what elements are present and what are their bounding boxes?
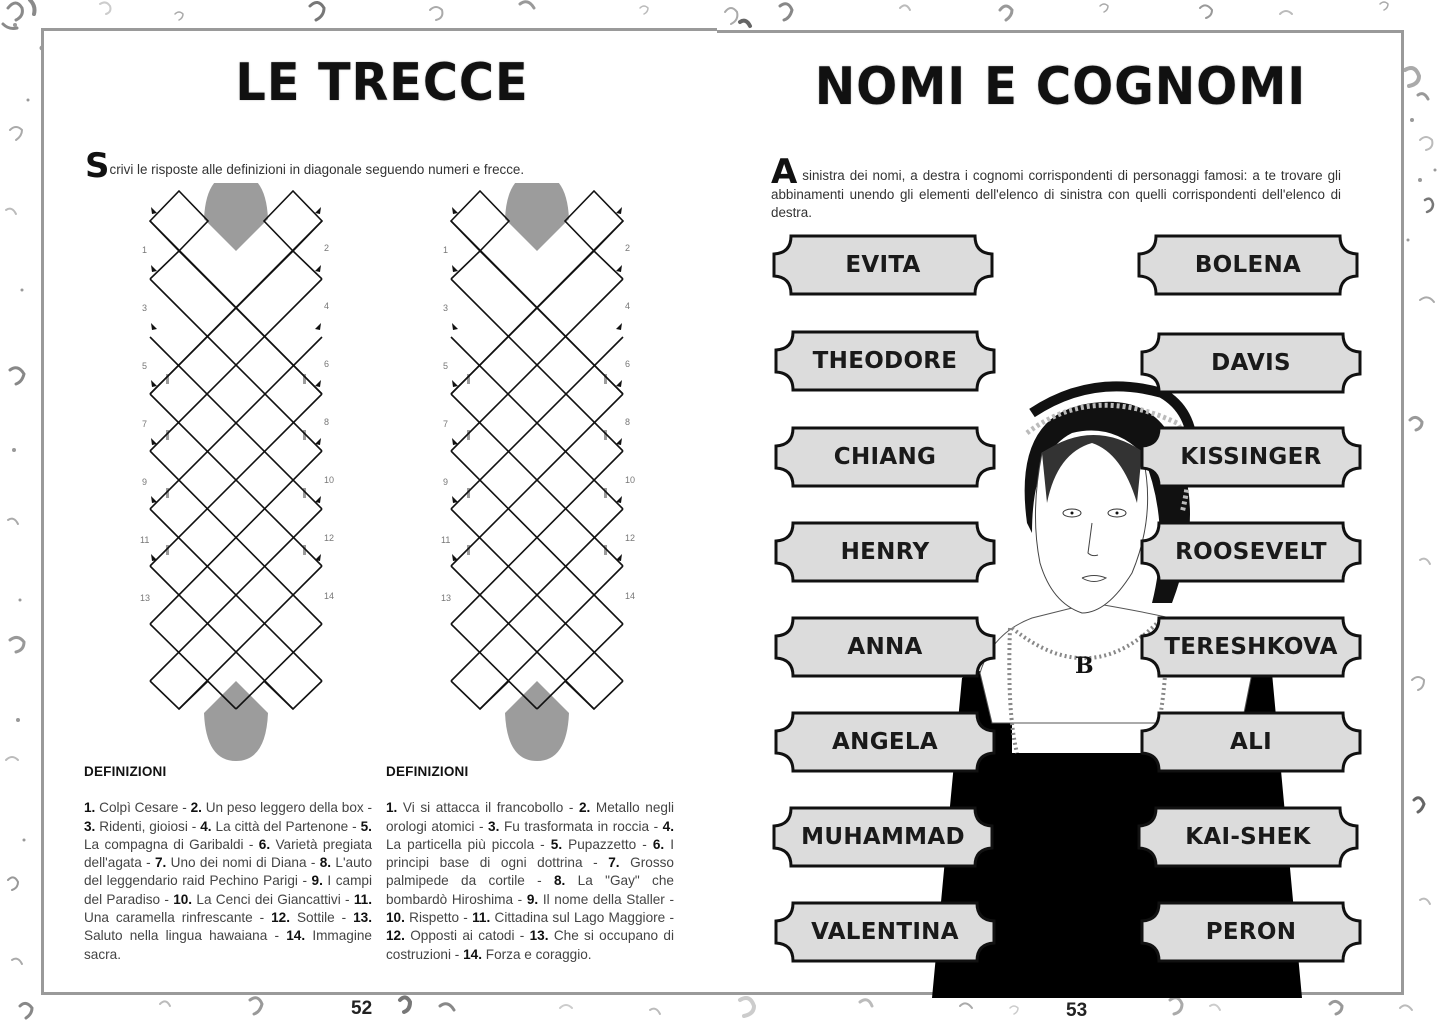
first-name-plaque[interactable]	[771, 805, 995, 869]
instructions-text: crivi le risposte alle definizioni in diagonale seguendo numeri e frecce.	[109, 162, 525, 178]
last-name-plaque[interactable]	[1136, 805, 1360, 869]
first-name-plaque[interactable]	[773, 329, 997, 393]
svg-text:10: 10	[625, 475, 636, 485]
first-name-label: ANNA	[847, 634, 923, 660]
definitions-heading: DEFINIZIONI	[386, 764, 469, 779]
dropcap: S	[85, 146, 110, 187]
first-name-label: CHIANG	[833, 444, 937, 470]
first-name-plaque[interactable]	[773, 900, 997, 964]
svg-text:4: 4	[625, 301, 631, 311]
entry-arrows	[452, 207, 622, 561]
page-number-right: 53	[1066, 1000, 1088, 1021]
last-name-plaque[interactable]	[1139, 710, 1363, 774]
instructions	[85, 146, 545, 187]
svg-text:2: 2	[625, 243, 631, 253]
svg-text:12: 12	[324, 533, 335, 543]
svg-text:11: 11	[140, 535, 150, 545]
svg-text:4: 4	[324, 301, 330, 311]
last-name-plaque[interactable]	[1136, 233, 1360, 297]
svg-text:11: 11	[441, 535, 451, 545]
first-name-plaque[interactable]	[773, 425, 997, 489]
svg-text:7: 7	[142, 419, 148, 429]
last-name-label: KAI-SHEK	[1185, 824, 1311, 850]
last-name-plaque[interactable]	[1139, 615, 1363, 679]
first-name-label: VALENTINA	[811, 919, 959, 945]
svg-text:6: 6	[625, 359, 631, 369]
svg-text:14: 14	[324, 591, 335, 601]
page-number-left: 52	[351, 998, 373, 1019]
first-name-plaque[interactable]	[773, 710, 997, 774]
last-name-label: DAVIS	[1211, 350, 1291, 376]
svg-text:7: 7	[443, 419, 449, 429]
first-name-label: HENRY	[840, 539, 930, 565]
definitions-heading: DEFINIZIONI	[84, 764, 167, 779]
page-title: NOMI E COGNOMI	[814, 57, 1307, 117]
last-name-label: ALI	[1230, 729, 1272, 755]
braid-grid-2[interactable]	[437, 183, 637, 763]
svg-text:5: 5	[443, 361, 449, 371]
first-name-plaque[interactable]	[773, 615, 997, 679]
last-name-label: ROOSEVELT	[1175, 539, 1327, 565]
first-name-label: THEODORE	[812, 348, 958, 374]
last-name-label: PERON	[1205, 919, 1297, 945]
svg-text:8: 8	[324, 417, 330, 427]
last-name-plaque[interactable]	[1139, 520, 1363, 584]
grid-cells	[451, 191, 623, 709]
dropcap: A	[771, 152, 798, 193]
svg-text:3: 3	[443, 303, 449, 313]
first-name-label: MUHAMMAD	[801, 824, 965, 850]
instructions	[771, 152, 1341, 222]
first-name-plaque[interactable]	[771, 233, 995, 297]
braid-grid-1[interactable]	[136, 183, 336, 763]
first-name-label: EVITA	[845, 252, 921, 278]
last-name-label: KISSINGER	[1180, 444, 1322, 470]
entry-arrows	[151, 207, 321, 561]
last-name-label: TERESHKOVA	[1164, 634, 1338, 660]
grid-cells	[150, 191, 322, 709]
svg-text:6: 6	[324, 359, 330, 369]
svg-text:8: 8	[625, 417, 631, 427]
definitions-block-2	[386, 763, 674, 964]
first-name-label: ANGELA	[832, 729, 938, 755]
svg-text:13: 13	[441, 593, 452, 603]
svg-text:5: 5	[142, 361, 148, 371]
page-title: LE TRECCE	[235, 53, 529, 113]
svg-text:3: 3	[142, 303, 148, 313]
svg-text:9: 9	[443, 477, 449, 487]
instructions-text: sinistra dei nomi, a destra i cognomi corrispondenti di personaggi famosi: a te trovare gli abbinamenti unendo gli elementi dell'elenco di sinistra con quelli corrispondenti dell'elenco di destra.	[771, 168, 1341, 221]
definitions-block-1	[84, 763, 372, 964]
svg-text:1: 1	[443, 245, 449, 255]
pendant-letter: B	[1075, 653, 1094, 679]
left-page	[41, 28, 717, 995]
svg-text:14: 14	[625, 591, 636, 601]
last-name-plaque[interactable]	[1139, 331, 1363, 395]
svg-text:2: 2	[324, 243, 330, 253]
definitions-list: 1. Colpì Cesare - 2. Un peso leggero della box - 3. Ridenti, gioiosi - 4. La città del Partenone - 5. La compagna di Garibaldi - 6. Varietà pregiata dell'agata - 7. Uno dei nomi di Diana - 8. L'auto del leggendario raid Pechino Parigi - 9. I campi del Paradiso - 10. La Cenci dei Giancattivi - 11. Una caramella rinfrescante - 12. Sottile - 13. Saluto nella lingua hawaiana - 14. Immagine sacra.	[84, 800, 373, 962]
definitions-list: 1. Vi si attacca il francobollo - 2. Metallo negli orologi atomici - 3. Fu trasformata in roccia - 4. La particella più piccola - 5. Pupazzetto - 6. I principi base di ogni dottrina - 7. Grosso palmipede da cortile - 8. La "Gay" che bombardò Hiroshima - 9. Il nome della Staller - 10. Rispetto - 11. Cittadina sul Lago Maggiore - 12. Opposti ai catodi - 13. Che si occupano di costruzioni - 14. Forza e coraggio.	[386, 800, 675, 962]
svg-text:13: 13	[140, 593, 151, 603]
last-name-label: BOLENA	[1194, 252, 1302, 278]
right-page	[717, 30, 1404, 995]
svg-text:1: 1	[142, 245, 148, 255]
svg-text:9: 9	[142, 477, 148, 487]
last-name-plaque[interactable]	[1139, 425, 1363, 489]
svg-text:10: 10	[324, 475, 335, 485]
last-name-plaque[interactable]	[1139, 900, 1363, 964]
svg-text:12: 12	[625, 533, 636, 543]
first-name-plaque[interactable]	[773, 520, 997, 584]
